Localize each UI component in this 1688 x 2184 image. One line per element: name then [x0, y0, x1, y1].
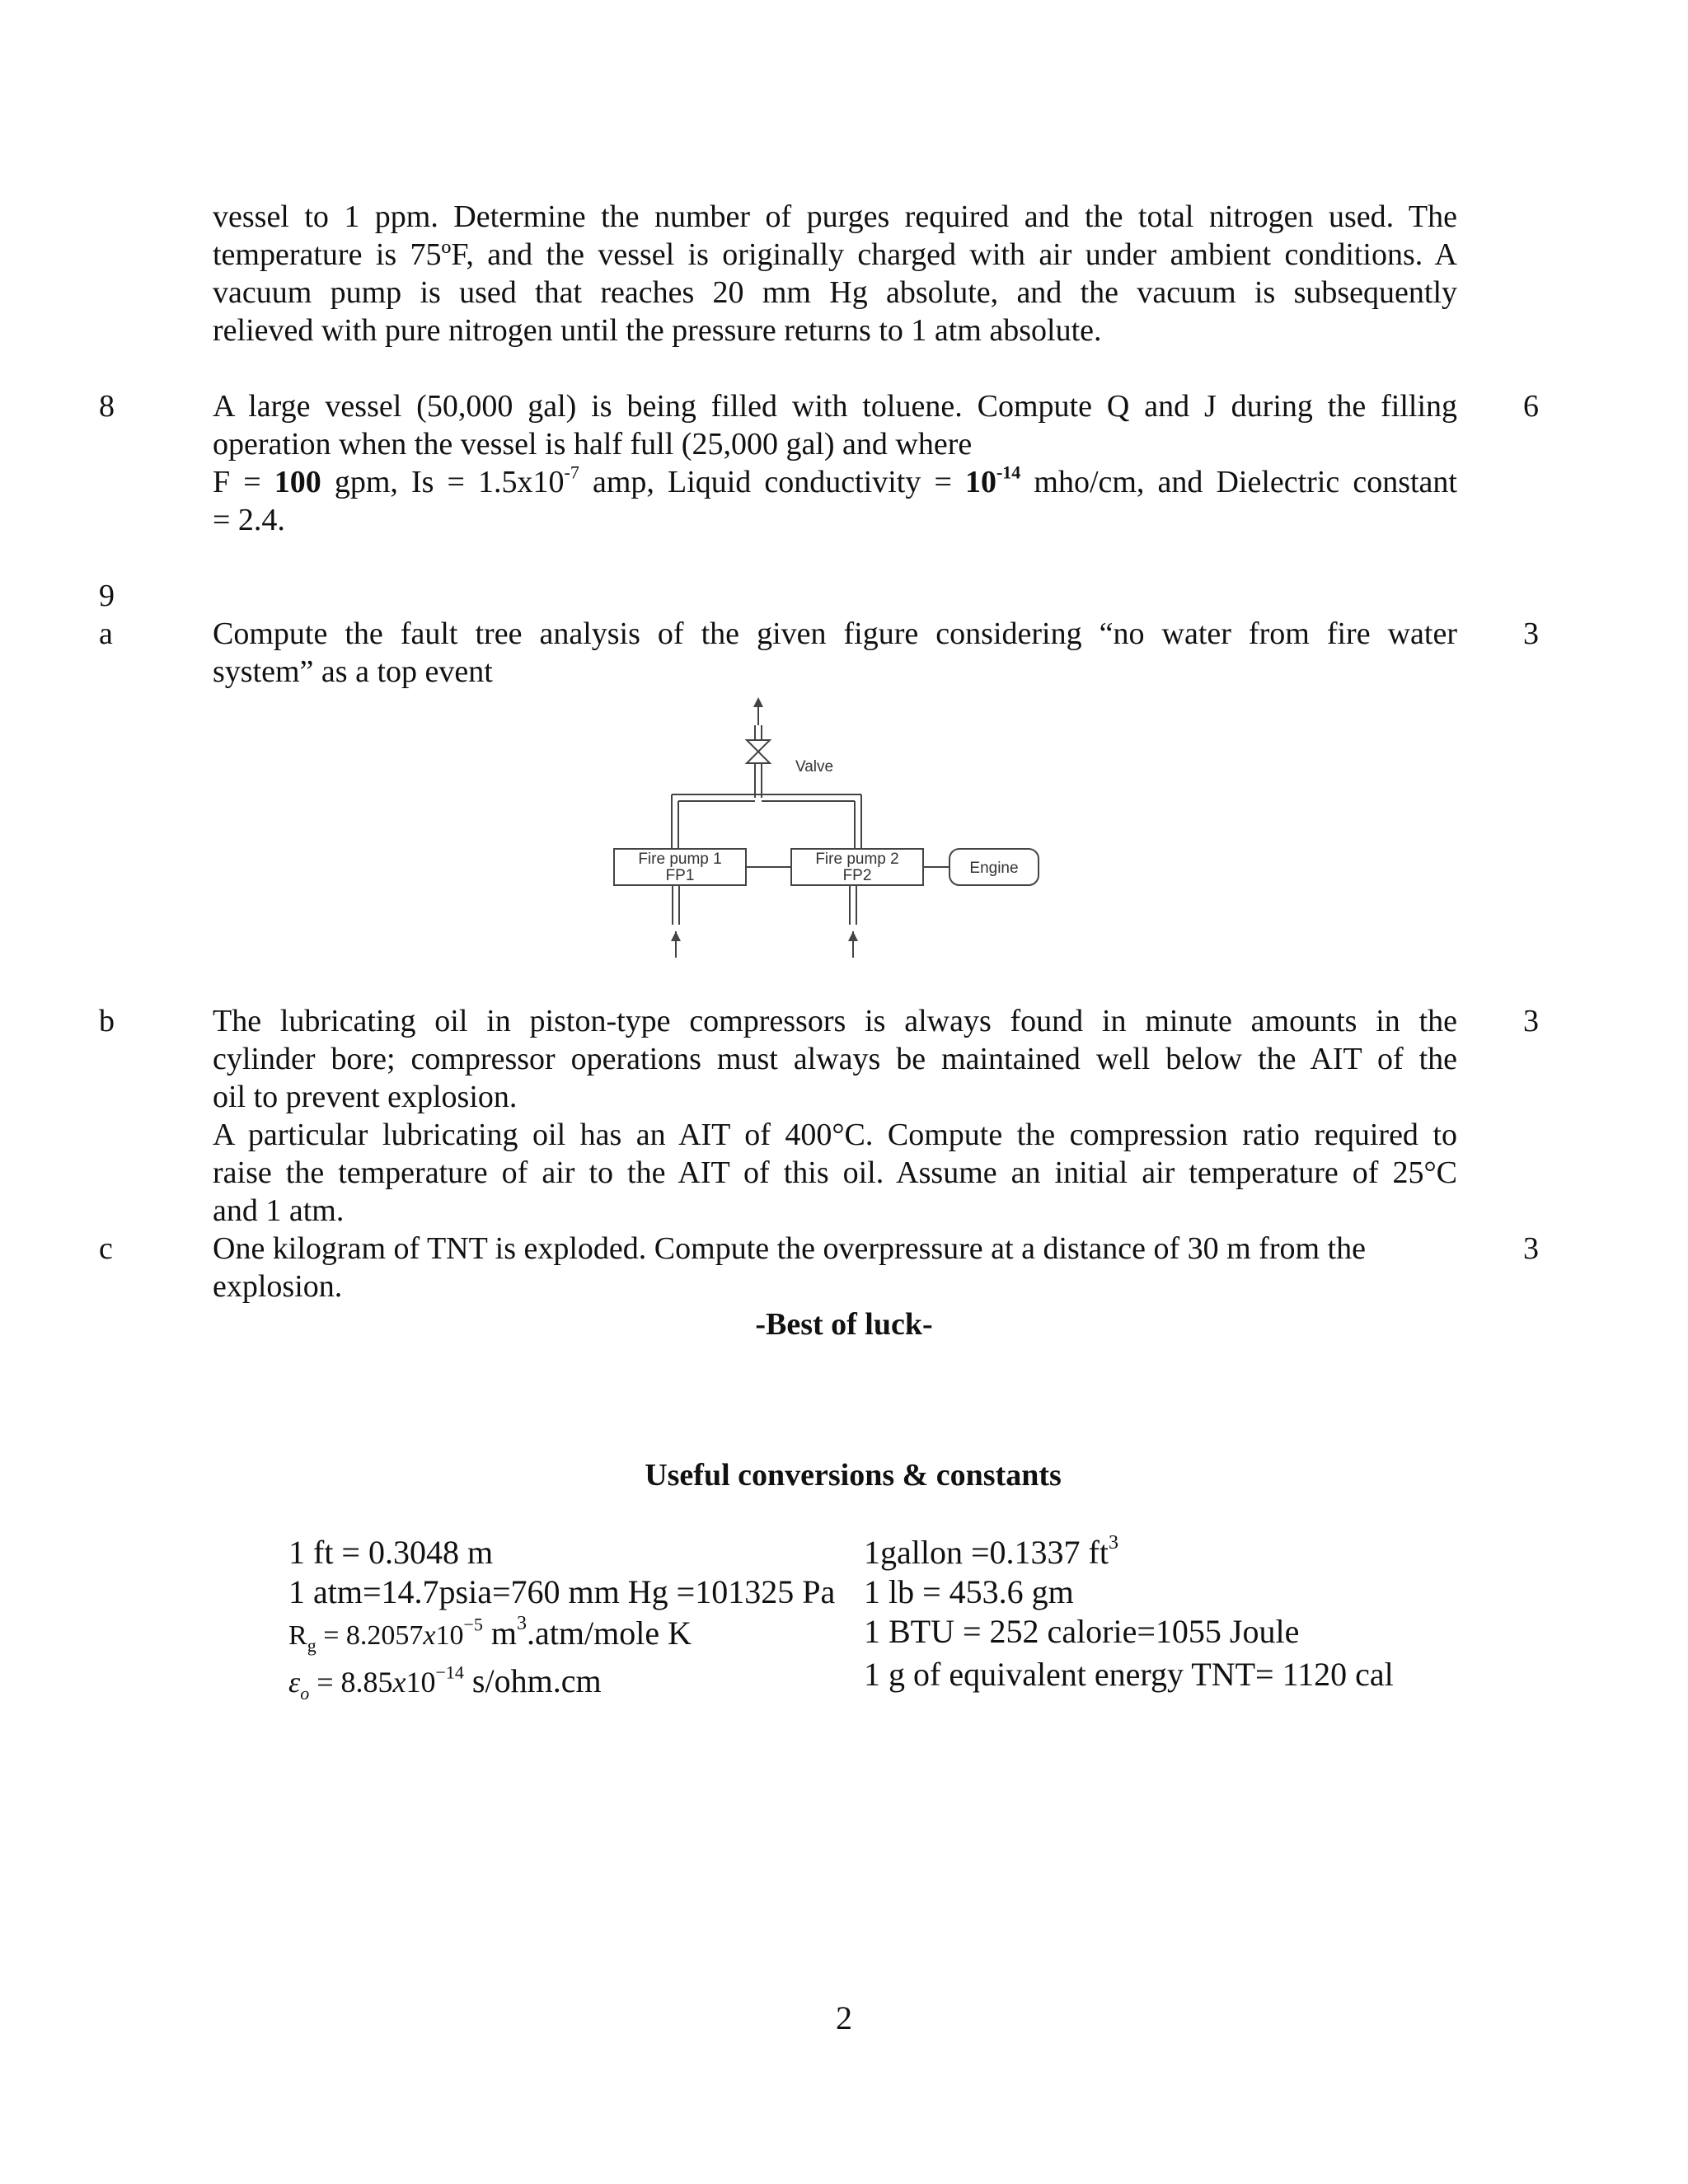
- engine-label: Engine: [969, 860, 1019, 877]
- question-9a-marks: 3: [1523, 616, 1539, 651]
- fire-water-system-diagram: [610, 692, 1055, 964]
- text-line: vacuum pump is used that reaches 20 mm Hg absolute, and the vacuum is subsequently: [213, 275, 1457, 310]
- closing-message: -Best of luck-: [755, 1307, 933, 1342]
- text-line: vessel to 1 ppm. Determine the number of purges required and the total nitrogen used. The: [213, 199, 1457, 234]
- text-line: raise the temperature of air to the AIT of this oil. Assume an initial air temperature of 25°C: [213, 1155, 1457, 1190]
- question-9b-letter: b: [99, 1004, 115, 1038]
- conversion-atm: 1 atm=14.7psia=760 mm Hg =101325 Pa: [288, 1573, 836, 1610]
- question-8-text: [213, 387, 1457, 539]
- conversion-ft: 1 ft = 0.3048 m: [288, 1534, 494, 1571]
- text-line: F = 100 gpm, $Is = 1.5x10^{-7}$ amp, Liquid conductivity = $10^{-14}$ mho/cm, and Dielectric constant: [213, 462, 1457, 499]
- conversion-btu: 1 BTU = 252 calorie=1055 Joule: [864, 1613, 1300, 1650]
- fire-pump-1-label: Fire pump 1: [638, 851, 722, 868]
- text-line: A particular lubricating oil has an AIT of 400°C. Compute the compression ratio required to: [213, 1118, 1457, 1152]
- question-9a-text: [213, 615, 1457, 691]
- question-9a-letter: a: [99, 616, 113, 651]
- conversions-title: Useful conversions & constants: [645, 1458, 1062, 1493]
- text-line: system” as a top event: [213, 654, 493, 689]
- question-8-marks: 6: [1523, 389, 1539, 424]
- valve-icon: [747, 740, 770, 752]
- question-9c-text: [213, 1230, 1457, 1305]
- question-9b-marks: 3: [1523, 1004, 1539, 1038]
- outlet-arrow-head: [753, 697, 763, 707]
- text-line: A large vessel (50,000 gal) is being filled with toluene. Compute Q and J during the filling: [213, 389, 1457, 424]
- question-9-number: 9: [99, 579, 115, 613]
- text-line: explosion.: [213, 1269, 343, 1304]
- fire-pump-2-label: Fire pump 2: [815, 851, 899, 868]
- valve-label: Valve: [795, 758, 834, 776]
- question-9b-text: [213, 1002, 1457, 1230]
- text-line: temperature is 75ºF, and the vessel is originally charged with air under ambient conditions. A: [213, 237, 1457, 272]
- conversion-lb: 1 lb = 453.6 gm: [864, 1573, 1074, 1610]
- text-line: Compute the fault tree analysis of the given figure considering “no water from fire water: [213, 616, 1457, 651]
- text-line: The lubricating oil in piston-type compressors is always found in minute amounts in the: [213, 1004, 1457, 1038]
- fire-pump-1-code: FP1: [665, 867, 695, 884]
- inlet-arrow-1: [671, 931, 681, 941]
- constant-epsilon: $\varepsilon_o = 8.85x10^{-14}$ s/ohm.cm: [288, 1661, 602, 1704]
- conversion-tnt: 1 g of equivalent energy TNT= 1120 cal: [864, 1656, 1394, 1693]
- text-line: cylinder bore; compressor operations must always be maintained well below the AIT of the: [213, 1042, 1457, 1076]
- text-line: and 1 atm.: [213, 1193, 345, 1228]
- question-7-continuation: [213, 198, 1457, 349]
- text-line: oil to prevent explosion.: [213, 1080, 518, 1114]
- constant-rg: $R_g = 8.2057x10^{-5}$ $m^3.atm$/mole K: [288, 1613, 692, 1656]
- text-line: = 2.4.: [213, 503, 285, 537]
- text-line: One kilogram of TNT is exploded. Compute the overpressure at a distance of 30 m from the: [213, 1231, 1366, 1266]
- page-number: 2: [836, 1999, 852, 2036]
- inlet-arrow-2: [848, 931, 858, 941]
- text-line: relieved with pure nitrogen until the pressure returns to 1 atm absolute.: [213, 313, 1102, 348]
- question-9c-marks: 3: [1523, 1231, 1539, 1266]
- question-8-number: 8: [99, 389, 115, 424]
- fire-pump-2-code: FP2: [842, 867, 872, 884]
- conversion-gallon: 1gallon =0.1337 $ft^3$: [864, 1532, 1118, 1571]
- question-9c-letter: c: [99, 1231, 113, 1266]
- text-line: operation when the vessel is half full (25,000 gal) and where: [213, 427, 973, 462]
